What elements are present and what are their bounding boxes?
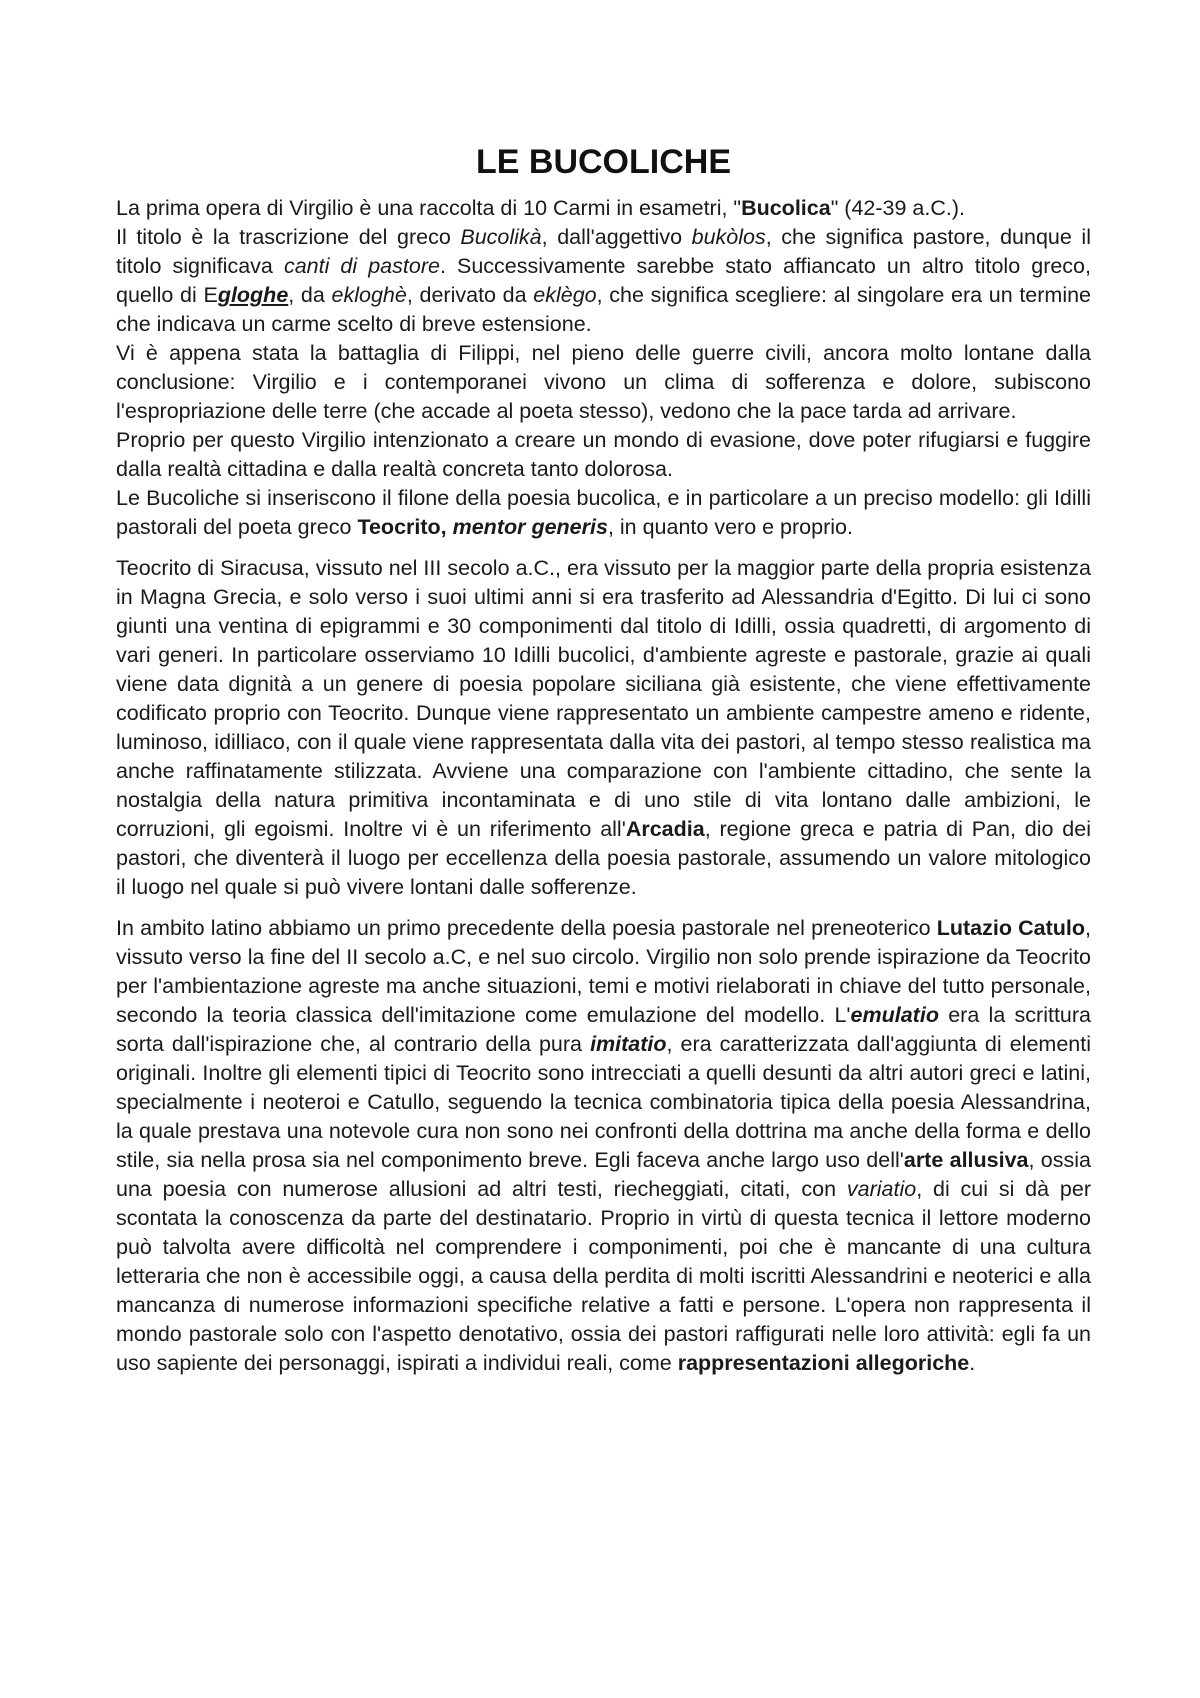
emphasis-italic: variatio [846, 1177, 917, 1201]
document-page [116, 140, 1091, 1378]
paragraph: Le Bucoliche si inseriscono il filone della poesia bucolica, e in particolare a un preciso modello: gli Idilli pastorali del poeta greco Teocrito, mentor generis, in quanto vero e proprio. [116, 486, 1091, 539]
emphasis-italic: ekloghè [331, 283, 407, 307]
paragraph: La prima opera di Virgilio è una raccolta di 10 Carmi in esametri, "Bucolica" (42-39 a.C.). [116, 196, 965, 220]
emphasis-bold: Teocrito, [357, 515, 453, 539]
paragraph: In ambito latino abbiamo un primo precedente della poesia pastorale nel preneoterico Lutazio Catulo, vissuto verso la fine del II secolo a.C, e nel suo circolo. Virgilio non solo prende ispirazione da Teocrito per l'ambientazione agreste ma anche situazioni, temi e motivi rielaborati in chiave del tutto personale, secondo la teoria classica dell'imitazione come emulazione del modello. L'emulatio era la scrittura sorta dall'ispirazione che, al contrario della pura imitatio, era caratterizzata dall'aggiunta di elementi originali. Inoltre gli elementi tipici di Teocrito sono intrecciati a quelli desunti da altri autori greci e latini, specialmente i neoteroi e Catullo, seguendo la tecnica combinatoria tipica della poesia Alessandrina, la quale prestava una notevole cura non sono nei confronti della dottrina ma anche della forma e dello stile, sia nella prosa sia nel componimento breve. Egli faceva anche largo uso dell'arte allusiva, ossia una poesia con numerose allusioni ad altri testi, riecheggiati, citati, con variatio, di cui si dà per scontata la conoscenza da parte del destinatario. Proprio in virtù di questa tecnica il lettore moderno può talvolta avere difficoltà nel comprendere i componimenti, poi che è mancante di una cultura letteraria che non è accessibile oggi, a causa della perdita di molti iscritti Alessandrini e neoterici e alla mancanza di numerose informazioni specifiche relative a fatti e persone. L'opera non rappresenta il mondo pastorale solo con l'aspetto denotativo, ossia dei pastori raffigurati nelle loro attività: egli fa un uso sapiente dei personaggi, ispirati a individui reali, come rappresentazioni allegoriche. [116, 916, 1092, 1375]
emphasis-bold: emulatio [850, 1003, 939, 1027]
emphasis-italic: canti di pastore [283, 254, 440, 278]
emphasis-italic: Bucolikà [460, 225, 542, 249]
emphasis-italic: bukòlos [691, 225, 766, 249]
paragraph: Teocrito di Siracusa, vissuto nel III secolo a.C., era vissuto per la maggior parte della propria esistenza in Magna Grecia, e solo verso i suoi ultimi anni si era trasferito ad Alessandria d'Egitto. Di lui ci sono giunti una ventina di epigrammi e 30 componimenti dal titolo di Idilli, ossia quadretti, di argomento di vari generi. In particolare osserviamo 10 Idilli bucolici, d'ambiente agreste e pastorale, grazie ai quali viene data dignità a un genere di poesia popolare siciliana già esistente, che viene effettivamente codificato proprio con Teocrito. Dunque viene rappresentato un ambiente campestre ameno e ridente, luminoso, idilliaco, con il quale viene rappresentata dalla vita dei pastori, al tempo stesso realistica ma anche raffinatamente stilizzata. Avviene una comparazione con l'ambiente cittadino, che sente la nostalgia della natura primitiva incontaminata e di uno stile di vita lontano dalle ambizioni, le corruzioni, gli egoismi. Inoltre vi è un riferimento all'Arcadia, regione greca e patria di Pan, dio dei pastori, che diventerà il luogo per eccellenza della poesia pastorale, assumendo un valore mitologico il luogo nel quale si può vivere lontani dalle sofferenze. [116, 556, 1091, 899]
emphasis-bold: Lutazio Catulo [936, 916, 1085, 940]
emphasis-italic: eklègo [533, 283, 597, 307]
paragraph: Vi è appena stata la battaglia di Filippi, nel pieno delle guerre civili, ancora molto lontane dalla conclusione: Virgilio e i contemporanei vivono un clima di sofferenza e dolore, subiscono l'espropriazione delle terre (che accade al poeta stesso), vedono che la pace tarda ad arrivare. [116, 341, 1091, 423]
paragraph: Proprio per questo Virgilio intenzionato a creare un mondo di evasione, dove poter rifugiarsi e fuggire dalla realtà cittadina e dalla realtà concreta tanto dolorosa. [116, 428, 1091, 481]
emphasis-bold: arte allusiva [903, 1148, 1029, 1172]
emphasis-bold: gloghe [217, 283, 289, 307]
emphasis-bold: imitatio [590, 1032, 667, 1056]
paragraph: Il titolo è la trascrizione del greco Bucolikà, dall'aggettivo bukòlos, che significa pastore, dunque il titolo significava canti di pastore. Successivamente sarebbe stato affiancato un altro titolo greco, quello di Egloghe, da ekloghè, derivato da eklègo, che significa scegliere: al singolare era un termine che indicava un carme scelto di breve estensione. [116, 225, 1092, 336]
emphasis-bold: mentor generis [452, 515, 608, 539]
emphasis-bold: Arcadia [625, 817, 705, 841]
emphasis-bold: Bucolica [741, 196, 831, 220]
emphasis-bold: rappresentazioni allegoriche [677, 1351, 970, 1375]
document-title: LE BUCOLICHE [476, 143, 731, 181]
